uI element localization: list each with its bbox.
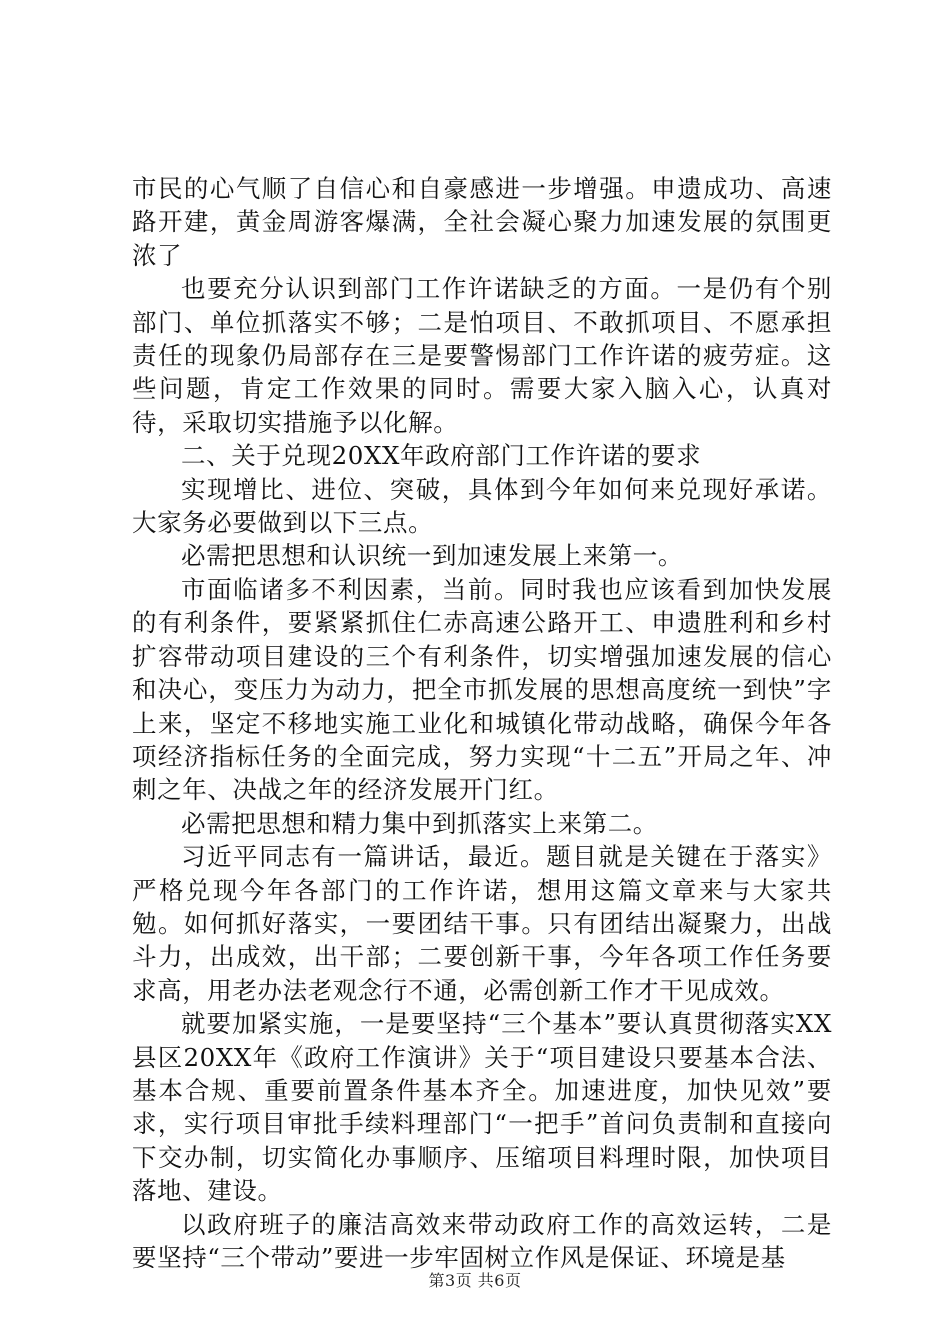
paragraph-7: 习近平同志有一篇讲话，最近。题目就是关键在于落实》严格兑现今年各部门的工作许诺，想用这篇文章来与大家共勉。如何抓好落实，一要团结干事。只有团结出凝聚力，出战斗力，出成效，出干部；二要创新干事，今年各项工作任务要求高，用老办法老观念行不通，必需创新工作才干见成效。 — [132, 842, 832, 1005]
paragraph-1: 市民的心气顺了自信心和自豪感进一步增强。申遗成功、高速路开建，黄金周游客爆满，全社会凝心聚力加速发展的氛围更浓了 — [132, 174, 832, 270]
paragraph-6: 必需把思想和精力集中到抓落实上来第二。 — [181, 808, 658, 838]
document-body — [132, 172, 832, 1274]
paragraph-5: 市面临诸多不利因素，当前。同时我也应该看到加快发展的有利条件，要紧紧抓住仁赤高速公路开工、申遗胜利和乡村扩容带动项目建设的三个有利条件，切实增强加速发展的信心和决心，变压力为动力，把全市抓发展的思想高度统一到快”字上来，坚定不移地实施工业化和城镇化带动战略，确保今年各项经济指标任务的全面完成，努力实现“十二五”开局之年、冲刺之年、决战之年的经济发展开门红。 — [132, 574, 832, 805]
paragraph-8: 就要加紧实施，一是要坚持“三个基本”要认真贯彻落实XX县区20XX年《政府工作演讲》关于“项目建设只要基本合法、基本合规、重要前置条件基本齐全。加速进度，加快见效”要求，实行项目审批手续料理部门“一把手”首问负责制和直接向下交办制，切实简化办事顺序、压缩项目料理时限，加快项目落地、建设。 — [132, 1009, 832, 1206]
page-footer: 第3页 共6页 — [428, 1271, 522, 1290]
section-heading: 二、关于兑现20XX年政府部门工作许诺的要求 — [181, 441, 702, 471]
paragraph-3: 实现增比、进位、突破，具体到今年如何来兑现好承诺。大家务必要做到以下三点。 — [132, 474, 832, 538]
paragraph-9: 以政府班子的廉洁高效来带动政府工作的高效运转，二是要坚持“三个带动”要进一步牢固树立作风是保证、环境是基 — [132, 1209, 832, 1272]
paragraph-4: 必需把思想和认识统一到加速发展上来第一。 — [181, 541, 683, 571]
paragraph-2: 也要充分认识到部门工作许诺缺乏的方面。一是仍有个别部门、单位抓落实不够；二是怕项目、不敢抓项目、不愿承担责任的现象仍局部存在三是要警惕部门工作许诺的疲劳症。这些问题，肯定工作效果的同时。需要大家入脑入心，认真对待，采取切实措施予以化解。 — [132, 274, 832, 437]
